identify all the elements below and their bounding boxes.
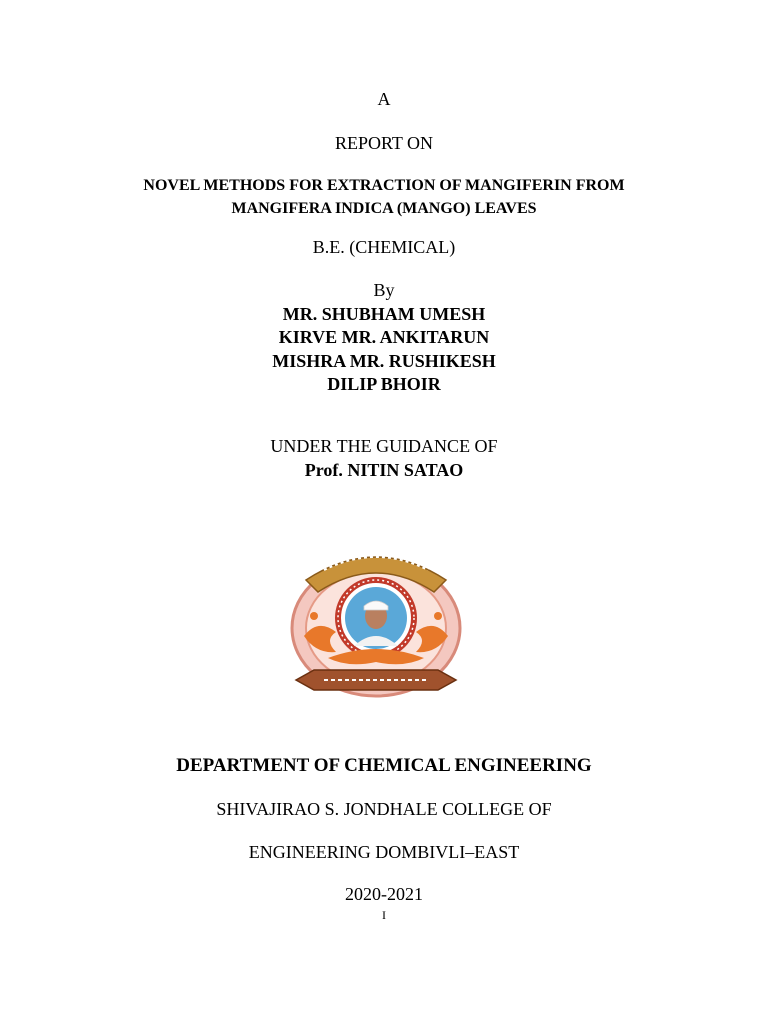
author-line: MR. SHUBHAM UMESH <box>282 304 486 324</box>
college-emblem-graphic <box>284 540 468 704</box>
guidance-label: UNDER THE GUIDANCE OF <box>270 436 498 456</box>
academic-year: 2020-2021 <box>345 884 423 904</box>
ornament-dot-icon <box>310 612 318 620</box>
author-line: KIRVE MR. ANKITARUN <box>278 327 490 347</box>
college-emblem-icon <box>284 540 468 704</box>
cover-letter-a: A <box>377 89 391 109</box>
degree-label: B.E. (CHEMICAL) <box>312 237 456 257</box>
author-line: MISHRA MR. RUSHIKESH <box>272 351 496 371</box>
author-line: DILIP BHOIR <box>327 374 441 394</box>
college-name-line: ENGINEERING DOMBIVLI–EAST <box>248 842 520 862</box>
department-heading: DEPARTMENT OF CHEMICAL ENGINEERING <box>176 755 592 776</box>
by-label: By <box>373 280 395 300</box>
report-on-heading: REPORT ON <box>334 133 434 153</box>
report-title-line: NOVEL METHODS FOR EXTRACTION OF MANGIFERIN FROM <box>143 177 625 194</box>
report-title-line: MANGIFERA INDICA (MANGO) LEAVES <box>231 200 537 217</box>
ornament-dot-icon <box>434 612 442 620</box>
guide-name: Prof. NITIN SATAO <box>304 460 464 480</box>
page-number: I <box>382 908 386 922</box>
college-name-line: SHIVAJIRAO S. JONDHALE COLLEGE OF <box>216 799 552 819</box>
